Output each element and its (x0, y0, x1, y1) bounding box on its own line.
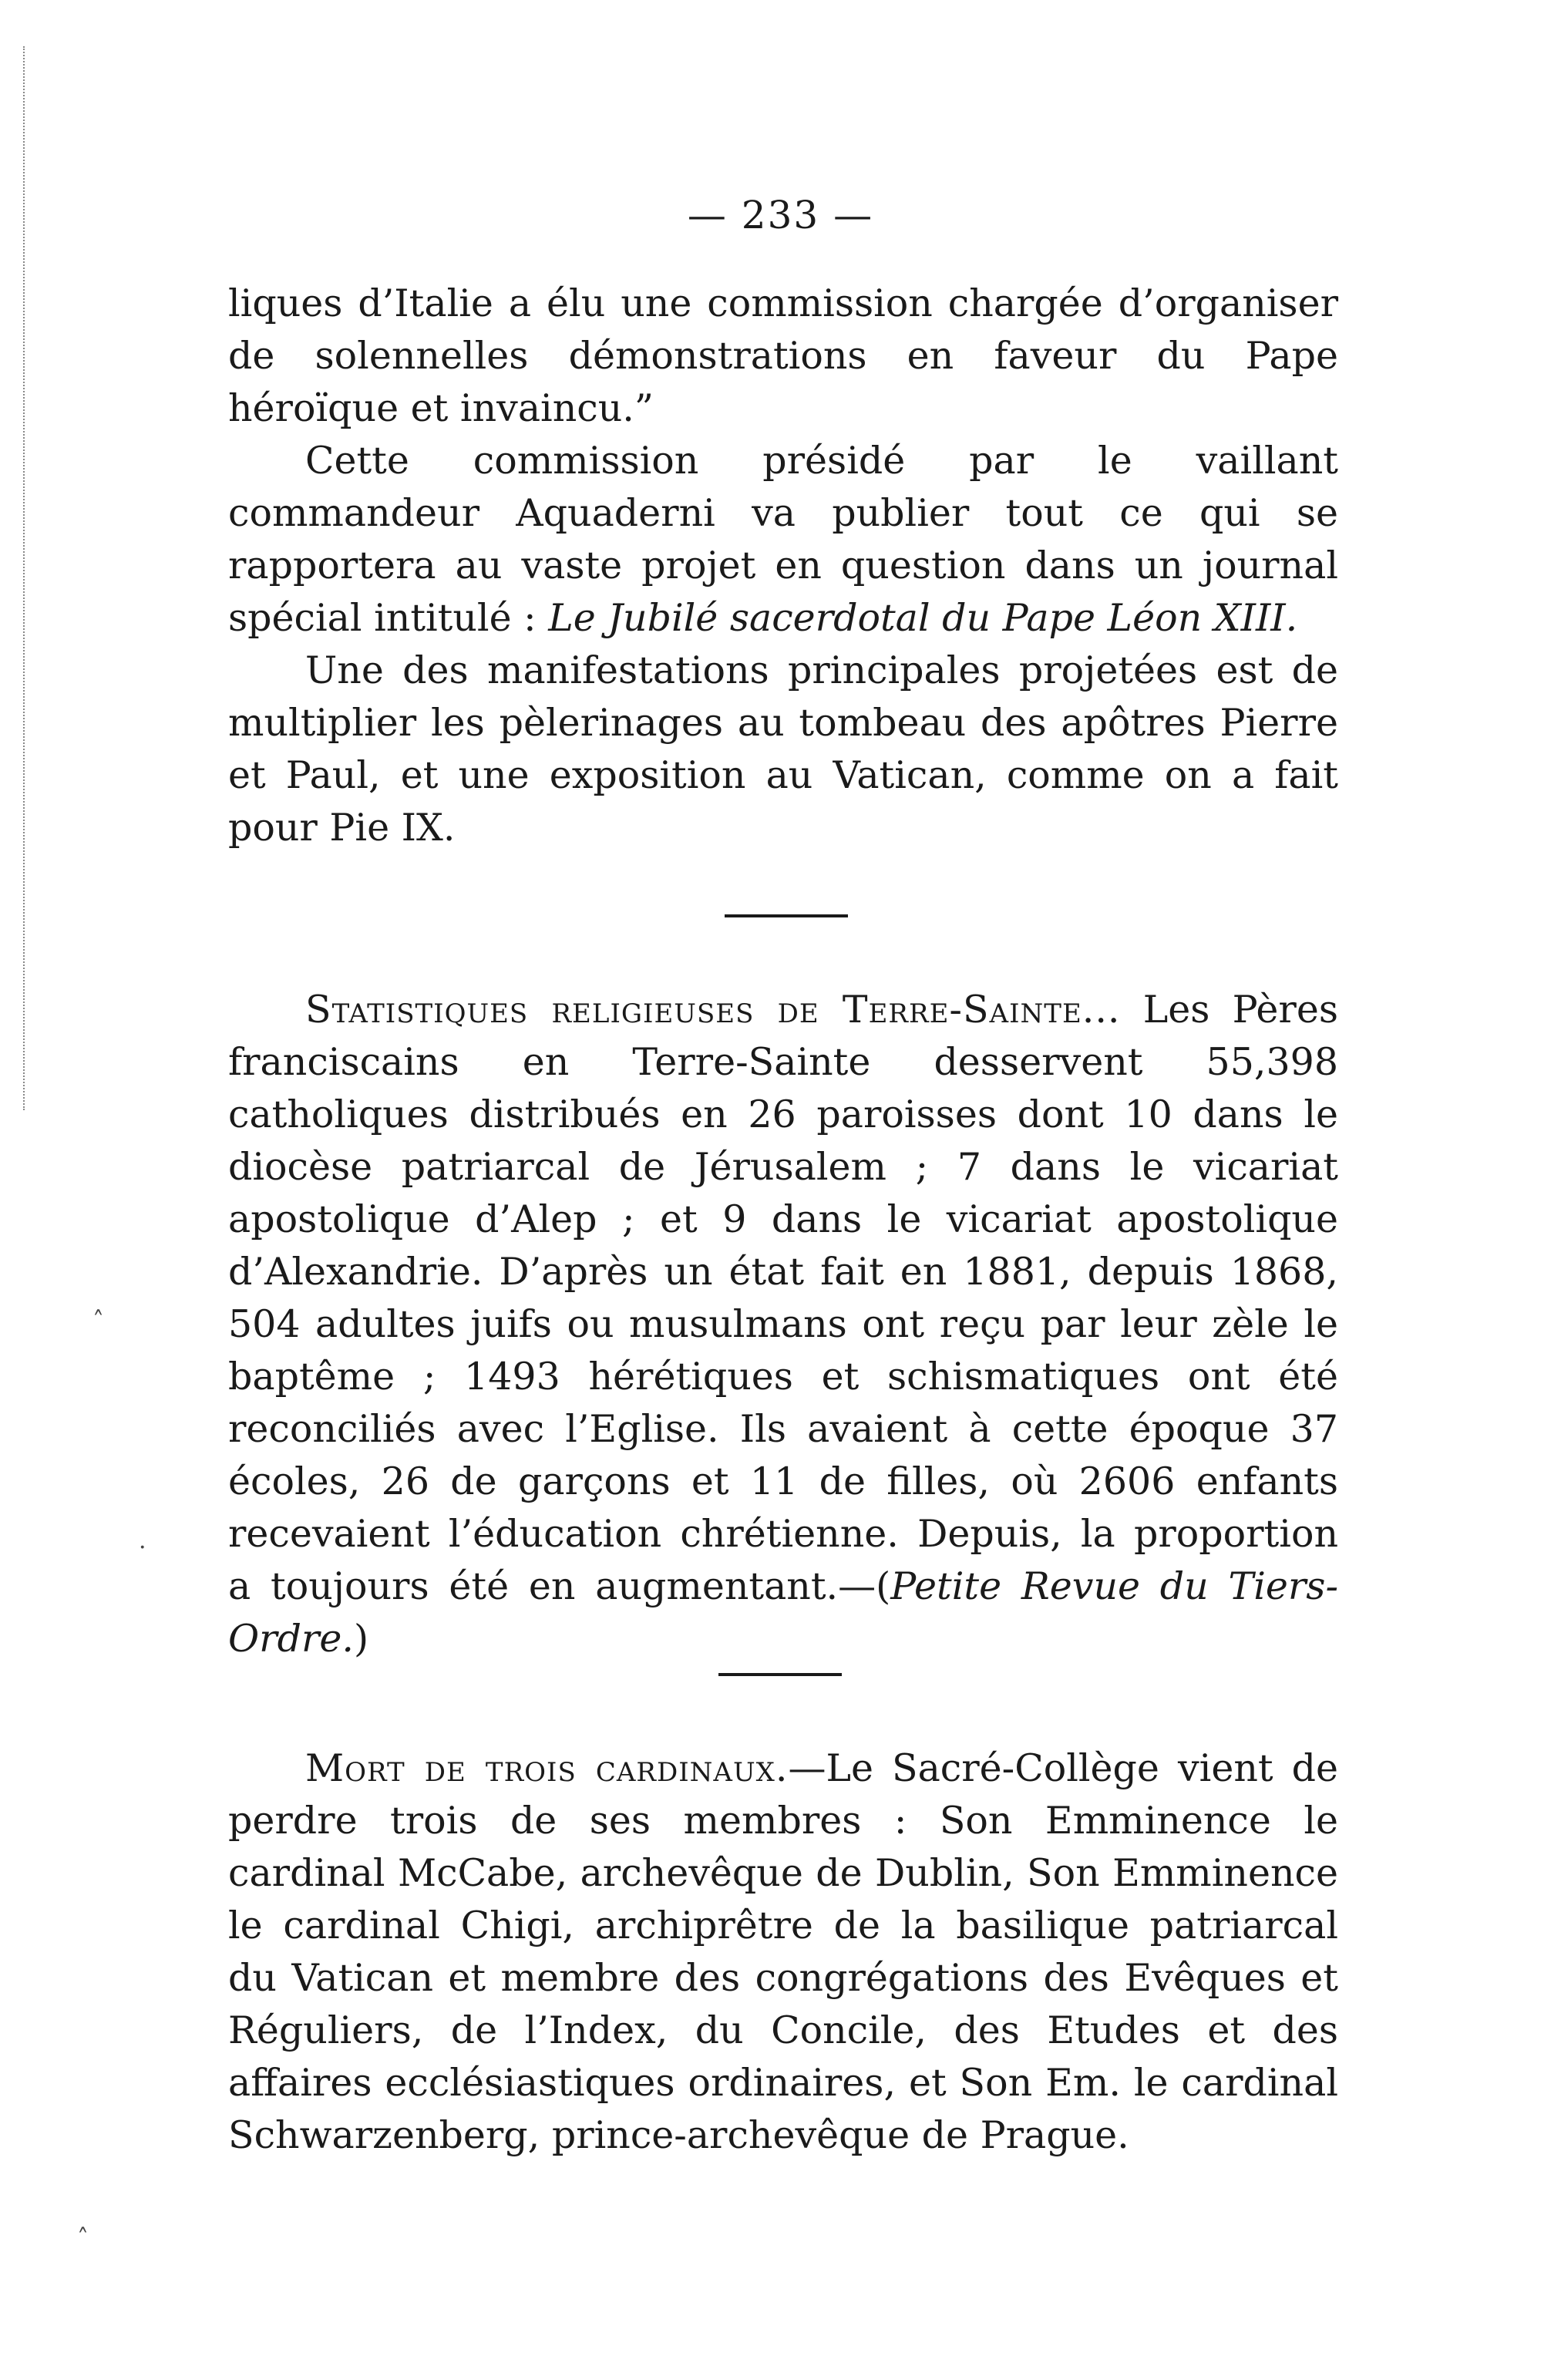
cardinaux-body: —Le Sacré-Collège vient de perdre trois de ses membres : Son Emminence le cardinal McCabe, archevêque de Dublin, Son Emminence le cardinal Chigi, archiprêtre de la basilique patriarcal du Vatican et membre des congrégations des Evêques et Réguliers, de l’Index, du Concile, des Etudes et des affaires ecclésiastiques ordinaires, et Son Em. le cardinal Schwarzenberg, prince-archevêque de Prague. (228, 1746, 1338, 2157)
paragraph-commission (228, 435, 1338, 645)
paragraph-manifestations: Une des manifestations principales projetées est de multiplier les pèlerinages au tombeau des apôtres Pierre et Paul, et une exposition au Vatican, comme on a fait pour Pie IX. (228, 648, 1338, 850)
margin-mark-left-1: ˰ (93, 1288, 104, 1315)
opening-text (228, 278, 1338, 854)
statistiques-heading: Statistiques religieuses de Terre-Sainte... (305, 988, 1121, 1032)
page-number: — 233 — (687, 193, 874, 237)
statistiques-paragraph (228, 984, 1338, 1665)
cardinaux-paragraph (228, 1742, 1338, 2162)
cardinaux-section (228, 1742, 1338, 2162)
margin-mark-left-3: ˰ (77, 2205, 89, 2232)
statistiques-body: Les Pères franciscains en Terre-Sainte desservent 55,398 catholiques distribués en 26 paroisses dont 10 dans le diocèse patriarcal de Jérusalem ; 7 dans le vicariat apostolique d’Alep ; et 9 dans le vicariat apostolique d’Alexandrie. D’après un état fait en 1881, depuis 1868, 504 adultes juifs ou musulmans ont reçu par leur zèle le baptême ; 1493 hérétiques et schismatiques ont été reconciliés avec l’Eglise. Ils avaient à cette époque 37 écoles, 26 de garçons et 11 de filles, où 2606 enfants recevaient l’éducation chrétienne. Depuis, la proportion a toujours été en augmentant.—( (228, 988, 1338, 1608)
statistiques-section (228, 984, 1338, 1665)
journal-title: Le Jubilé sacerdotal du Pape Léon XIII. (548, 596, 1298, 640)
paragraph-continuation: liques d’Italie a élu une commission chargée d’organiser de solennelles démonstrations en faveur du Pape héroïque et invaincu.” (228, 281, 1338, 430)
cardinaux-heading: Mort de trois cardinaux. (305, 1746, 789, 1790)
section-divider-1 (725, 914, 848, 917)
margin-mark-left-2: · (139, 1534, 146, 1561)
statistiques-source-close: ) (353, 1617, 369, 1661)
section-divider-2 (718, 1673, 842, 1676)
paragraph-commission-text: Cette commission présidé par le vaillant commandeur Aquaderni va publier tout ce qui se rapportera au vaste projet en question dans un journal spécial intitulé : (228, 439, 1338, 640)
statistiques-source: Petite Revue du Tiers-Ordre. (228, 1564, 1339, 1661)
